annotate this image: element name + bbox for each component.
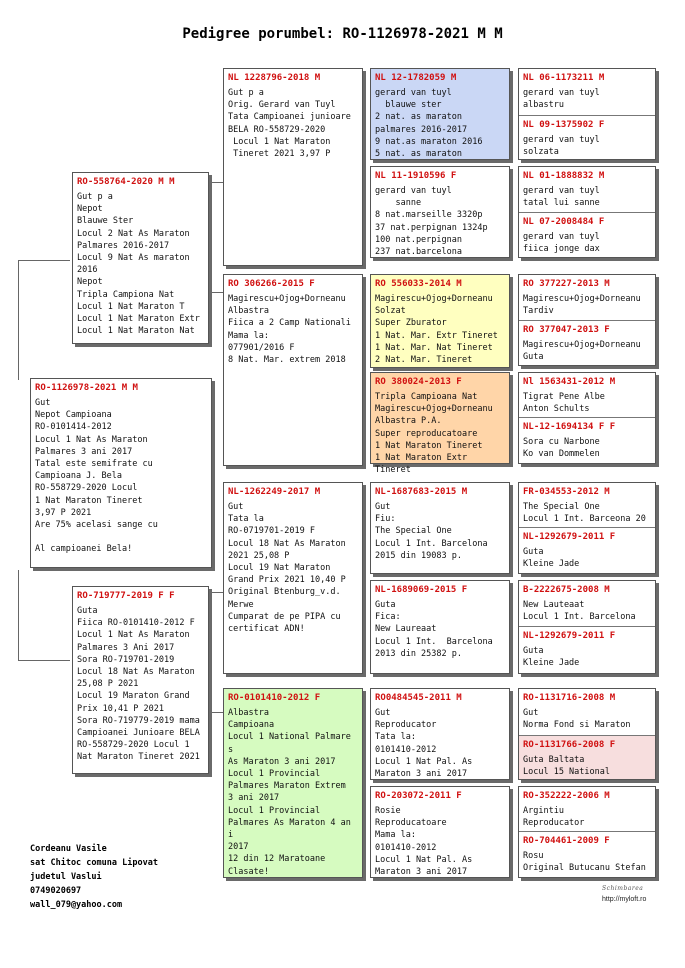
pigeon-id: FR-034553-2012 M bbox=[523, 487, 610, 497]
pigeon-id: RO-558764-2020 M M bbox=[77, 177, 175, 187]
pigeon-info: Gut p a Orig. Gerard van Tuyl Tata Campioanei junioare BELA RO-558729-2020 Locul 1 Nat Maraton Tineret 2021 3,97 P bbox=[228, 88, 351, 160]
pigeon-id: RO0484545-2011 M bbox=[375, 693, 462, 703]
connector-line bbox=[210, 592, 211, 712]
pigeon-info: gerard van tuyl sanne 8 nat.marseille 3320p 37 nat.perpignan 1324p 100 nat.perpignan 237 nat.barcelona bbox=[375, 186, 488, 258]
pedigree-card-g3 bbox=[370, 166, 510, 258]
page-title: Pedigree porumbel: RO-1126978-2021 M M bbox=[182, 26, 503, 42]
pigeon-info: Gut Nepot Campioana RO-0101414-2012 Locul 1 Nat As Maraton Palmares 3 ani 2017 Tatal este semifrate cu Campioana J. Bela RO-558729-2020 Locul 1 Nat Maraton Tineret 3,97 P 2021 Are 75% acelasi sange cu Al campioanei Bela! bbox=[35, 398, 158, 555]
connector-line bbox=[18, 260, 70, 261]
pigeon-info: Magirescu+Ojog+Dorneanu Guta bbox=[523, 340, 641, 363]
pigeon-info: Tripla Campioana Nat Magirescu+Ojog+Dorneanu Albastra P.A. Super reproducatoare 1 Nat Maraton Tineret 1 Nat Maraton Extr Tineret bbox=[375, 392, 493, 476]
site-url: http://myloft.ro bbox=[602, 896, 647, 903]
pigeon-id: RO 377047-2013 F bbox=[523, 325, 610, 335]
pigeon-info: Guta Kleine Jade bbox=[523, 547, 580, 570]
pigeon-id: Nl 1563431-2012 M bbox=[523, 377, 616, 387]
pigeon-info: Gut p a Nepot Blauwe Ster Locul 2 Nat As Maraton Palmares 2016-2017 Locul 9 Nat As maraton 2016 Nepot Tripla Campiona Nat Locul 1 Nat Maraton T Locul 1 Nat Maraton Extr Locul 1 Nat Maraton Nat bbox=[77, 192, 200, 337]
pigeon-id: B-2222675-2008 M bbox=[523, 585, 610, 595]
pigeon-id: NL 12-1782059 M bbox=[375, 73, 457, 83]
pigeon-info: Guta Kleine Jade bbox=[523, 646, 580, 669]
site-logo bbox=[602, 885, 658, 911]
pedigree-card-sire-dam bbox=[223, 274, 363, 466]
pigeon-info: gerard van tuyl solzata bbox=[523, 135, 600, 158]
pigeon-info: Rosu Original Butucanu Stefan bbox=[523, 851, 646, 874]
pedigree-card-g4-pair bbox=[518, 166, 656, 258]
pigeon-id: NL-12-1694134 F F bbox=[523, 422, 616, 432]
pigeon-info: gerard van tuyl blauwe ster 2 nat. as maraton palmares 2016-2017 9 nat.as maraton 2016 5 nat. as maraton bbox=[375, 88, 483, 160]
pigeon-id: NL 1228796-2018 M bbox=[228, 73, 321, 83]
highlight-section bbox=[519, 735, 655, 779]
pigeon-info: Guta Fica: New Laureaat Locul 1 Int. Barcelona 2013 din 25382 p. bbox=[375, 600, 493, 659]
pigeon-id: NL-1292679-2011 F bbox=[523, 631, 616, 641]
pigeon-info: Guta Fiica RO-0101410-2012 F Locul 1 Nat As Maraton Palmares 3 Ani 2017 Sora RO-719701-2019 Locul 18 Nat As Maraton 25,08 P 2021 Locul 19 Maraton Grand Prix 10,41 P 2021 Sora RO-719779-2019 mama Campioanei Junioare BELA RO-558729-2020 Locul 1 Nat Maraton Tineret 2021 bbox=[77, 606, 200, 763]
pigeon-info: Gut Tata la RO-0719701-2019 F Locul 18 Nat As Maraton 2021 25,08 P Locul 19 Nat Maraton Grand Prix 2021 10,40 P Original Btenburg_v.d. Merwe Cumparat de pe PIPA cu certificat ADN! bbox=[228, 502, 346, 635]
pigeon-info: gerard van tuyl fiica jonge dax bbox=[523, 232, 600, 255]
pedigree-card-sire bbox=[72, 172, 209, 344]
connector-line bbox=[210, 712, 223, 713]
pigeon-id: RO-1131766-2008 F bbox=[523, 740, 616, 750]
pedigree-card-root bbox=[30, 378, 212, 568]
pigeon-id: NL-1689069-2015 F bbox=[375, 585, 468, 595]
pigeon-id: RO-704461-2009 F bbox=[523, 836, 610, 846]
pigeon-id: RO-719777-2019 F F bbox=[77, 591, 175, 601]
pedigree-card-g3 bbox=[370, 372, 510, 476]
pedigree-card-dam-dam bbox=[223, 688, 363, 878]
pigeon-info: gerard van tuyl albastru bbox=[523, 88, 600, 111]
pedigree-card-g4-pair bbox=[518, 580, 656, 674]
pedigree-card-dam bbox=[72, 586, 209, 774]
pigeon-id: RO-1126978-2021 M M bbox=[35, 383, 138, 393]
pigeon-info: Rosie Reproducatoare Mama la: 0101410-2012 Locul 1 Nat Pal. As Maraton 3 ani 2017 bbox=[375, 806, 473, 878]
pigeon-info: New Lauteaat Locul 1 Int. Barcelona bbox=[523, 600, 636, 623]
pigeon-id: RO 556033-2014 M bbox=[375, 279, 462, 289]
pigeon-info: Gut Reproducator Tata la: 0101410-2012 Locul 1 Nat Pal. As Maraton 3 ani 2017 bbox=[375, 708, 473, 780]
pedigree-card-g4-pair bbox=[518, 688, 656, 780]
pedigree-card-dam-sire bbox=[223, 482, 363, 674]
pigeon-id: NL-1262249-2017 M bbox=[228, 487, 321, 497]
pedigree-card-g4-pair bbox=[518, 274, 656, 366]
pedigree-card-sire-sire bbox=[223, 68, 363, 266]
pigeon-info: The Special One Locul 1 Int. Barceona 20 bbox=[523, 502, 646, 525]
pigeon-info: Magirescu+Ojog+Dorneanu Tardiv bbox=[523, 294, 641, 317]
pigeon-id: NL 06-1173211 M bbox=[523, 73, 605, 83]
pigeon-info: Tigrat Pene Albe Anton Schults bbox=[523, 392, 605, 415]
pigeon-id: NL-1687683-2015 M bbox=[375, 487, 468, 497]
pigeon-id: RO-352222-2006 M bbox=[523, 791, 610, 801]
connector-line bbox=[210, 182, 211, 292]
pigeon-info: Sora cu Narbone Ko van Dommelen bbox=[523, 437, 600, 460]
connector-line bbox=[18, 570, 19, 660]
pedigree-card-g4-pair bbox=[518, 372, 656, 464]
pedigree-card-g4-pair bbox=[518, 68, 656, 160]
pigeon-info: Magirescu+Ojog+Dorneanu Solzat Super Zburator 1 Nat. Mar. Extr Tineret 1 Nat. Mar. Nat Tineret 2 Nat. Mar. Tineret bbox=[375, 294, 498, 366]
pigeon-id: NL 07-2008484 F bbox=[523, 217, 605, 227]
pigeon-info: gerard van tuyl tatal lui sanne bbox=[523, 186, 600, 209]
pigeon-id: NL-1292679-2011 F bbox=[523, 532, 616, 542]
pigeon-id: RO 377227-2013 M bbox=[523, 279, 610, 289]
pigeon-id: RO-203072-2011 F bbox=[375, 791, 462, 801]
breeder-contact: Cordeanu Vasile sat Chitoc comuna Lipovat judetul Vaslui 0749020697 wall_079@yahoo.com bbox=[30, 844, 158, 910]
pigeon-id: RO-1131716-2008 M bbox=[523, 693, 616, 703]
connector-line bbox=[210, 292, 223, 293]
pigeon-info: Argintiu Reproducator bbox=[523, 806, 585, 829]
pigeon-info: Gut Fiu: The Special One Locul 1 Int. Barcelona 2015 din 19083 p. bbox=[375, 502, 488, 561]
pigeon-id: RO 306266-2015 F bbox=[228, 279, 315, 289]
pigeon-id: RO-0101410-2012 F bbox=[228, 693, 321, 703]
pedigree-card-g3 bbox=[370, 786, 510, 878]
pedigree-card-g4-pair bbox=[518, 786, 656, 878]
pigeon-info: Guta Baltata Locul 15 National bbox=[523, 755, 610, 778]
pigeon-info: Albastra Campioana Locul 1 National Palmare s As Maraton 3 ani 2017 Locul 1 Provincial Palmares Maraton Extrem 3 ani 2017 Locul 1 Provincial Palmares As Maraton 4 an i 2017 12 din 12 Maratoane Clasate! bbox=[228, 708, 351, 877]
pigeon-info: Magirescu+Ojog+Dorneanu Albastra Fiica a 2 Camp Nationali Mama la: 077901/2016 F 8 Nat. Mar. extrem 2018 bbox=[228, 294, 351, 366]
pedigree-card-g3 bbox=[370, 580, 510, 674]
connector-line bbox=[210, 592, 223, 593]
connector-line bbox=[18, 660, 70, 661]
connector-line bbox=[210, 182, 223, 183]
pigeon-id: NL 11-1910596 F bbox=[375, 171, 457, 181]
pedigree-card-g3 bbox=[370, 274, 510, 368]
pigeon-id: NL 09-1375902 F bbox=[523, 120, 605, 130]
pedigree-card-g4-pair bbox=[518, 482, 656, 574]
signature-logo: Schimbarea bbox=[602, 885, 644, 892]
pedigree-card-g3 bbox=[370, 68, 510, 160]
pigeon-id: NL 01-1888832 M bbox=[523, 171, 605, 181]
pigeon-info: Gut Norma Fond si Maraton bbox=[523, 708, 631, 731]
connector-line bbox=[18, 260, 19, 380]
pedigree-card-g3 bbox=[370, 688, 510, 780]
pedigree-card-g3 bbox=[370, 482, 510, 574]
pigeon-id: RO 380024-2013 F bbox=[375, 377, 462, 387]
